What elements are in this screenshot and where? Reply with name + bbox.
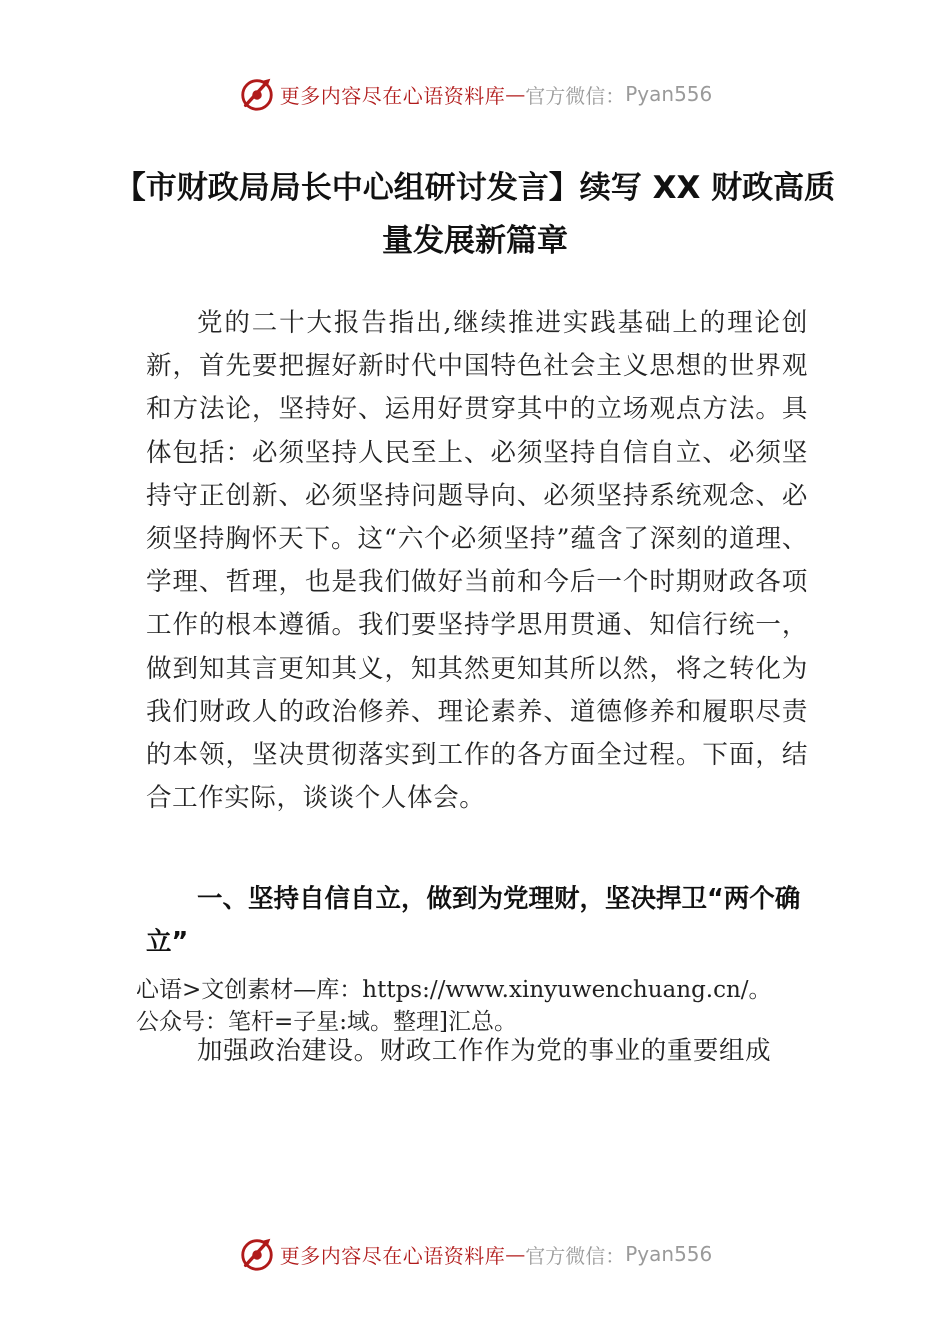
banner-slogan: 更多内容尽在心语资料库 [279, 1243, 506, 1268]
footer-banner [0, 1232, 950, 1276]
banner-slogan: 更多内容尽在心语资料库 [279, 83, 506, 108]
banner-wechat-label: 官方微信： [525, 1243, 626, 1268]
body-paragraph: 加强政治建设。财政工作作为党的事业的重要组成 [197, 1036, 772, 1066]
intro-paragraph: 党的二十大报告指出,继续推进实践基础上的理论创新，首先要把握好新时代中国特色社会主义思想的世界观和方法论，坚持好、运用好贯穿其中的立场观点方法。具体包括：必须坚持人民至上、必须坚持自信自立、必须坚持守正创新、必须坚持问题导向、必须坚持系统观念、必须坚持胸怀天下。这“六个必须坚持”蕴含了深刻的道理、学理、哲理，也是我们做好当前和今后一个时期财政各项工作的根本遵循。我们要坚持学思用贯通、知信行统一，做到知其言更知其义，知其然更知其所以然，将之转化为我们财政人的政治修养、理论素养、道德修养和履职尽责的本领，坚决贯彻落实到工作的各方面全过程。下面，结合工作实际，谈谈个人体会。 [146, 308, 808, 814]
banner-separator: — [505, 82, 526, 106]
section-heading: 一、坚持自信自立，做到为党理财，坚决捍卫“两个确立” [146, 884, 801, 957]
banner-separator: — [505, 1242, 526, 1266]
banner-wechat-id: Pyan556 [625, 82, 713, 106]
watermark-line: 公众号：笔杆=子星:域。整理]汇总。 [136, 1009, 517, 1035]
watermark-text [136, 974, 836, 1038]
header-banner [0, 72, 950, 116]
banner-wechat-id: Pyan556 [625, 1242, 713, 1266]
banner-wechat-label: 官方微信： [525, 83, 626, 108]
brand-logo-icon [238, 75, 276, 113]
brand-logo-icon [238, 1235, 276, 1273]
watermark-line: 心语>文创素材—库：https://www.xinyuwenchuang.cn/。 [136, 977, 772, 1003]
document-title: 【市财政局局长中心组研讨发言】续写 XX 财政高质量发展新篇章 [114, 170, 836, 259]
